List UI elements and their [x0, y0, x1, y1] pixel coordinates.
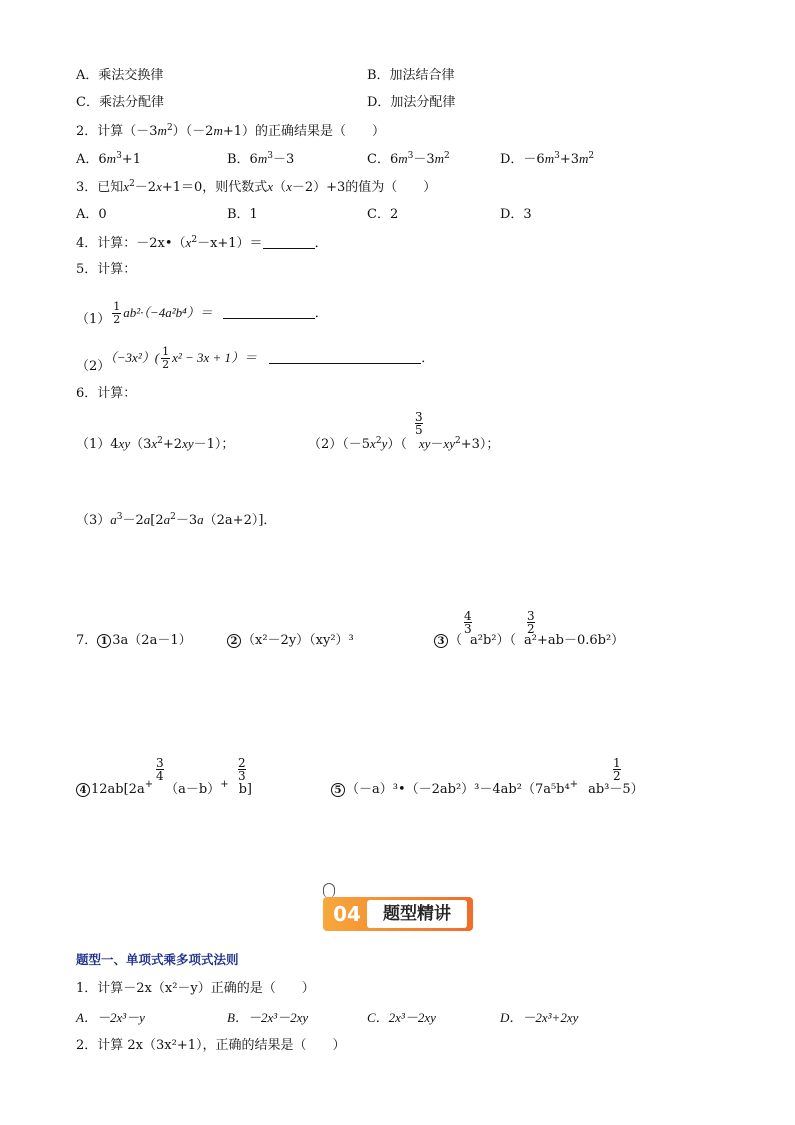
q6-part1: $(1)4xy(3x^2+2xy-1)$；	[76, 436, 235, 452]
q7-fraction-four-thirds: 4 3	[464, 609, 472, 636]
banner-title: 题型精讲	[367, 900, 467, 928]
q3-option-a: A．0	[76, 207, 107, 222]
q2-option-b: B．$6m^3-3$	[227, 151, 295, 167]
q4-stem: 4．计算：$-2x•(x^2-x+1)=$ ．	[76, 235, 328, 251]
q2-stem: 2．计算$(-3m^2)(-2m+1)$的正确结果是（ ）	[76, 123, 386, 139]
q1-option-b: B．加法结合律	[367, 68, 455, 83]
q2-option-c: C．$6m^3-3m^2$	[367, 151, 450, 167]
q3-stem: 3．已知$x^2-2x+1=0$，则代数式x（x－2）+3的值为（ ）	[76, 179, 437, 195]
circled-three-icon: 3	[434, 634, 448, 648]
q6-title: 6．计算：	[76, 386, 137, 401]
q5-title: 5．计算：	[76, 262, 137, 277]
q1-option-d: D．加法分配律	[367, 95, 456, 110]
q6-part2: $(2)(-5x^2y)$（ $xy-xy^2+3$）；	[308, 436, 500, 452]
q1-option-a: A．乘法交换律	[76, 68, 164, 83]
q7-fraction-two-thirds: 2 3	[238, 756, 246, 783]
q8-option-b: B．－2x³－2xy	[227, 1010, 309, 1025]
q8-stem: 1．计算－2x（x²－y）正确的是（ ）	[76, 981, 315, 996]
q7-fraction-three-fourths: 3 4	[156, 756, 164, 783]
q8-option-a: A．－2x³－y	[76, 1010, 145, 1025]
q3-option-b: B．1	[227, 207, 258, 222]
circled-two-icon: 2	[227, 634, 241, 648]
q3-option-c: C．2	[367, 207, 399, 222]
fraction-half-2: $\frac{1}{2}$	[162, 345, 170, 371]
q2-option-d: D．$-6m^3+3m^2$	[500, 151, 595, 167]
q3-option-d: D．3	[500, 207, 532, 222]
q4-answer-blank[interactable]	[263, 248, 315, 249]
q7-item1: 7． 1 3a（2a－1）	[76, 633, 192, 648]
circled-five-icon: 5	[331, 783, 345, 797]
q5-part1: （1） $\frac{1}{2}$ ab²·（−4a²b⁴）＝ ．	[76, 300, 328, 327]
q2-option-a: A．$6m^3+1$	[76, 151, 141, 167]
q6-fraction-three-fifths: 3 5	[415, 410, 423, 437]
q7-item4: 4 12ab[2a+ （a－b）+ b]	[76, 777, 252, 798]
q7-item5: 5 （－a）³•（－2ab²）³－4ab²（7a⁵b⁴+ ab³－5）	[331, 777, 644, 798]
circled-one-icon: 1	[97, 634, 111, 648]
hook-decoration-icon	[323, 883, 335, 898]
q9-stem: 2．计算 2x（3x²+1），正确的结果是（ ）	[76, 1038, 346, 1053]
q8-option-c: C．2x³－2xy	[367, 1010, 436, 1025]
q8-option-d: D．－2x³+2xy	[500, 1010, 579, 1025]
q6-part3: $(3)a^3-2a[2a^2-3a(2a+2)]$．	[76, 512, 277, 528]
q7-fraction-half: 1 2	[613, 756, 621, 783]
section-heading: 题型一、单项式乘多项式法则	[76, 952, 239, 967]
q5-part1-blank[interactable]	[223, 318, 315, 319]
fraction-half: $\frac{1}{2}$	[113, 300, 121, 326]
q7-item3: 3 （ a²b²）（ a²+ab－0.6b²）	[434, 633, 624, 649]
circled-four-icon: 4	[76, 783, 90, 797]
q7-fraction-three-halves: 3 2	[527, 609, 535, 636]
section-banner	[323, 893, 473, 931]
q1-option-c: C．乘法分配律	[76, 95, 164, 110]
q5-part2: （2）（−3x²）( $\frac{1}{2}$ x² − 3x + 1）＝ ．	[76, 345, 435, 374]
q5-part2-blank[interactable]	[269, 363, 421, 364]
banner-number: 04	[333, 902, 361, 926]
q7-item2: 2 （x²－2y）（xy²）³	[227, 633, 354, 649]
